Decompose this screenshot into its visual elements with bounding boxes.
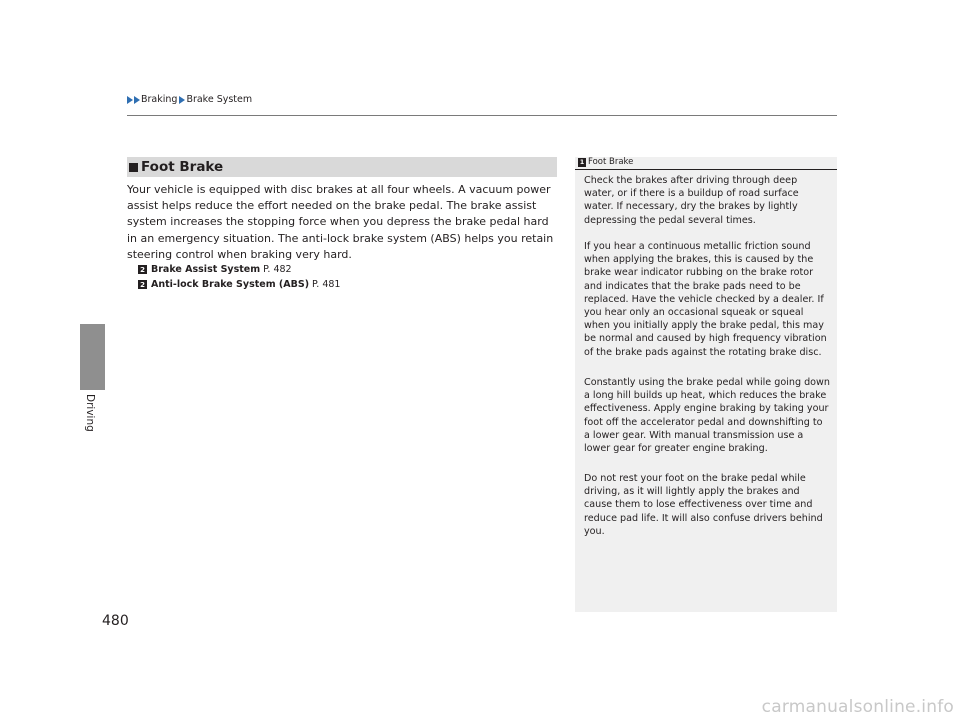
chapter-tab-label: Driving [84, 394, 96, 432]
reference-page: P. 481 [312, 279, 341, 290]
header-divider [127, 115, 837, 116]
reference-arrow-icon: 2 [138, 280, 147, 289]
sidebar-paragraph: If you hear a continuous metallic friction sound when applying the brakes, this is caused by the brake wear indicator rubbing on the brake rotor and indicates that the brake pads need to be replaced. Have the vehicle checked by a dealer. If you hear only an occasional squeak or squeal when you initially apply the brake pedal, this may be normal and caused by high frequency vibration of the brake pads against the rotating brake disc. [584, 241, 827, 358]
cross-reference-link[interactable] [138, 264, 292, 275]
sidebar-note-header [578, 157, 633, 167]
reference-title: Anti-lock Brake System (ABS) [151, 279, 310, 290]
sidebar-paragraph: Do not rest your foot on the brake pedal while driving, as it will lightly apply the brakes and cause them to lose effectiveness over time and reduce pad life. It will also confuse drivers behind you. [584, 473, 823, 537]
square-bullet-icon [129, 163, 138, 172]
section-title: Foot Brake [141, 159, 224, 175]
note-number-icon: 1 [579, 158, 585, 166]
sidebar-paragraph: Constantly using the brake pedal while going down a long hill builds up heat, which reduces the brake effectiveness. Apply engine braking by taking your foot off the accelerator pedal and downshifting to a lower gear. With manual transmission use a lower gear for greater engine braking. [584, 377, 830, 455]
sidebar-paragraph: Check the brakes after driving through deep water, or if there is a buildup of road surface water. If necessary, dry the brakes by lightly depressing the pedal several times. [584, 175, 799, 226]
chevron-right-icon [127, 96, 133, 104]
reference-arrow-icon: 2 [138, 265, 147, 274]
chevron-right-icon [134, 96, 140, 104]
section-heading [127, 157, 557, 177]
breadcrumb-item-braking[interactable]: Braking [141, 94, 178, 105]
page-number: 480 [102, 613, 129, 629]
reference-page: P. 482 [263, 264, 292, 275]
sidebar-divider [575, 169, 837, 170]
chevron-right-icon [179, 96, 185, 104]
watermark: carmanualsonline.info [761, 697, 954, 717]
cross-reference-link[interactable] [138, 279, 340, 290]
section-body: Your vehicle is equipped with disc brakes at all four wheels. A vacuum power assist helps reduce the effort needed on the brake pedal. The brake assist system increases the stopping force when you depress the brake pedal hard in an emergency situation. The anti-lock brake system (ABS) helps you retain steering control when braking very hard. [127, 183, 554, 261]
chapter-tab [80, 324, 105, 390]
sidebar-note-title: Foot Brake [588, 157, 634, 167]
breadcrumb-item-brake-system[interactable]: Brake System [186, 94, 253, 105]
reference-title: Brake Assist System [151, 264, 261, 275]
breadcrumb [127, 94, 254, 105]
